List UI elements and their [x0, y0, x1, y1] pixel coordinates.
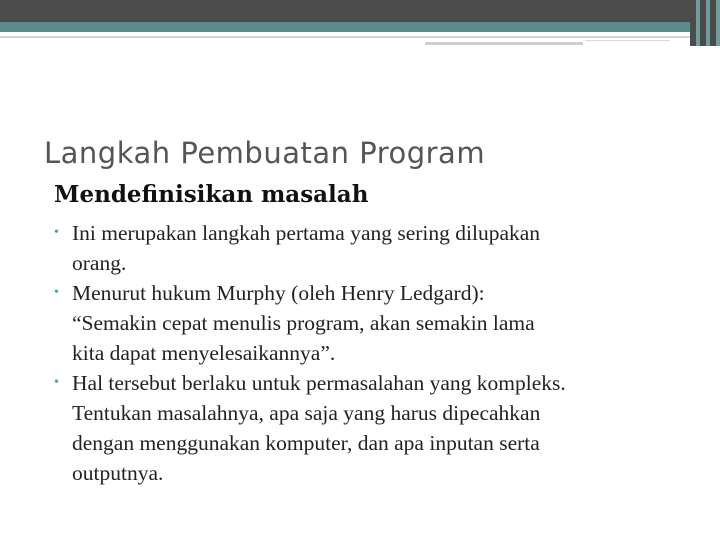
bullet-line: dengan menggunakan komputer, dan apa inputan serta — [72, 431, 540, 455]
bullet-icon: • — [54, 375, 59, 390]
bullet-line: Tentukan masalahnya, apa saja yang harus dipecahkan — [72, 401, 541, 425]
bullet-line: outputnya. — [72, 461, 164, 485]
decorative-rule — [425, 42, 583, 45]
decorative-rule — [0, 36, 690, 38]
list-item — [54, 368, 694, 488]
decorative-rule — [585, 40, 670, 41]
header-pattern — [690, 0, 720, 46]
slide-title: Langkah Pembuatan Program — [44, 136, 486, 170]
bullet-line: Hal tersebut berlaku untuk permasalahan yang kompleks. — [72, 371, 566, 395]
bullet-list — [54, 218, 694, 488]
header-accent-stripe — [0, 22, 720, 32]
list-item — [54, 278, 694, 368]
bullet-icon: • — [54, 225, 59, 240]
bullet-line: orang. — [72, 251, 127, 275]
bullet-line: Menurut hukum Murphy (oleh Henry Ledgard): — [72, 281, 485, 305]
bullet-icon: • — [54, 285, 59, 300]
slide-subtitle: Mendefinisikan masalah — [54, 181, 369, 208]
bullet-line: kita dapat menyelesaikannya”. — [72, 341, 336, 365]
bullet-line: “Semakin cepat menulis program, akan semakin lama — [72, 311, 535, 335]
list-item — [54, 218, 694, 278]
bullet-line: Ini merupakan langkah pertama yang sering dilupakan — [72, 221, 541, 245]
